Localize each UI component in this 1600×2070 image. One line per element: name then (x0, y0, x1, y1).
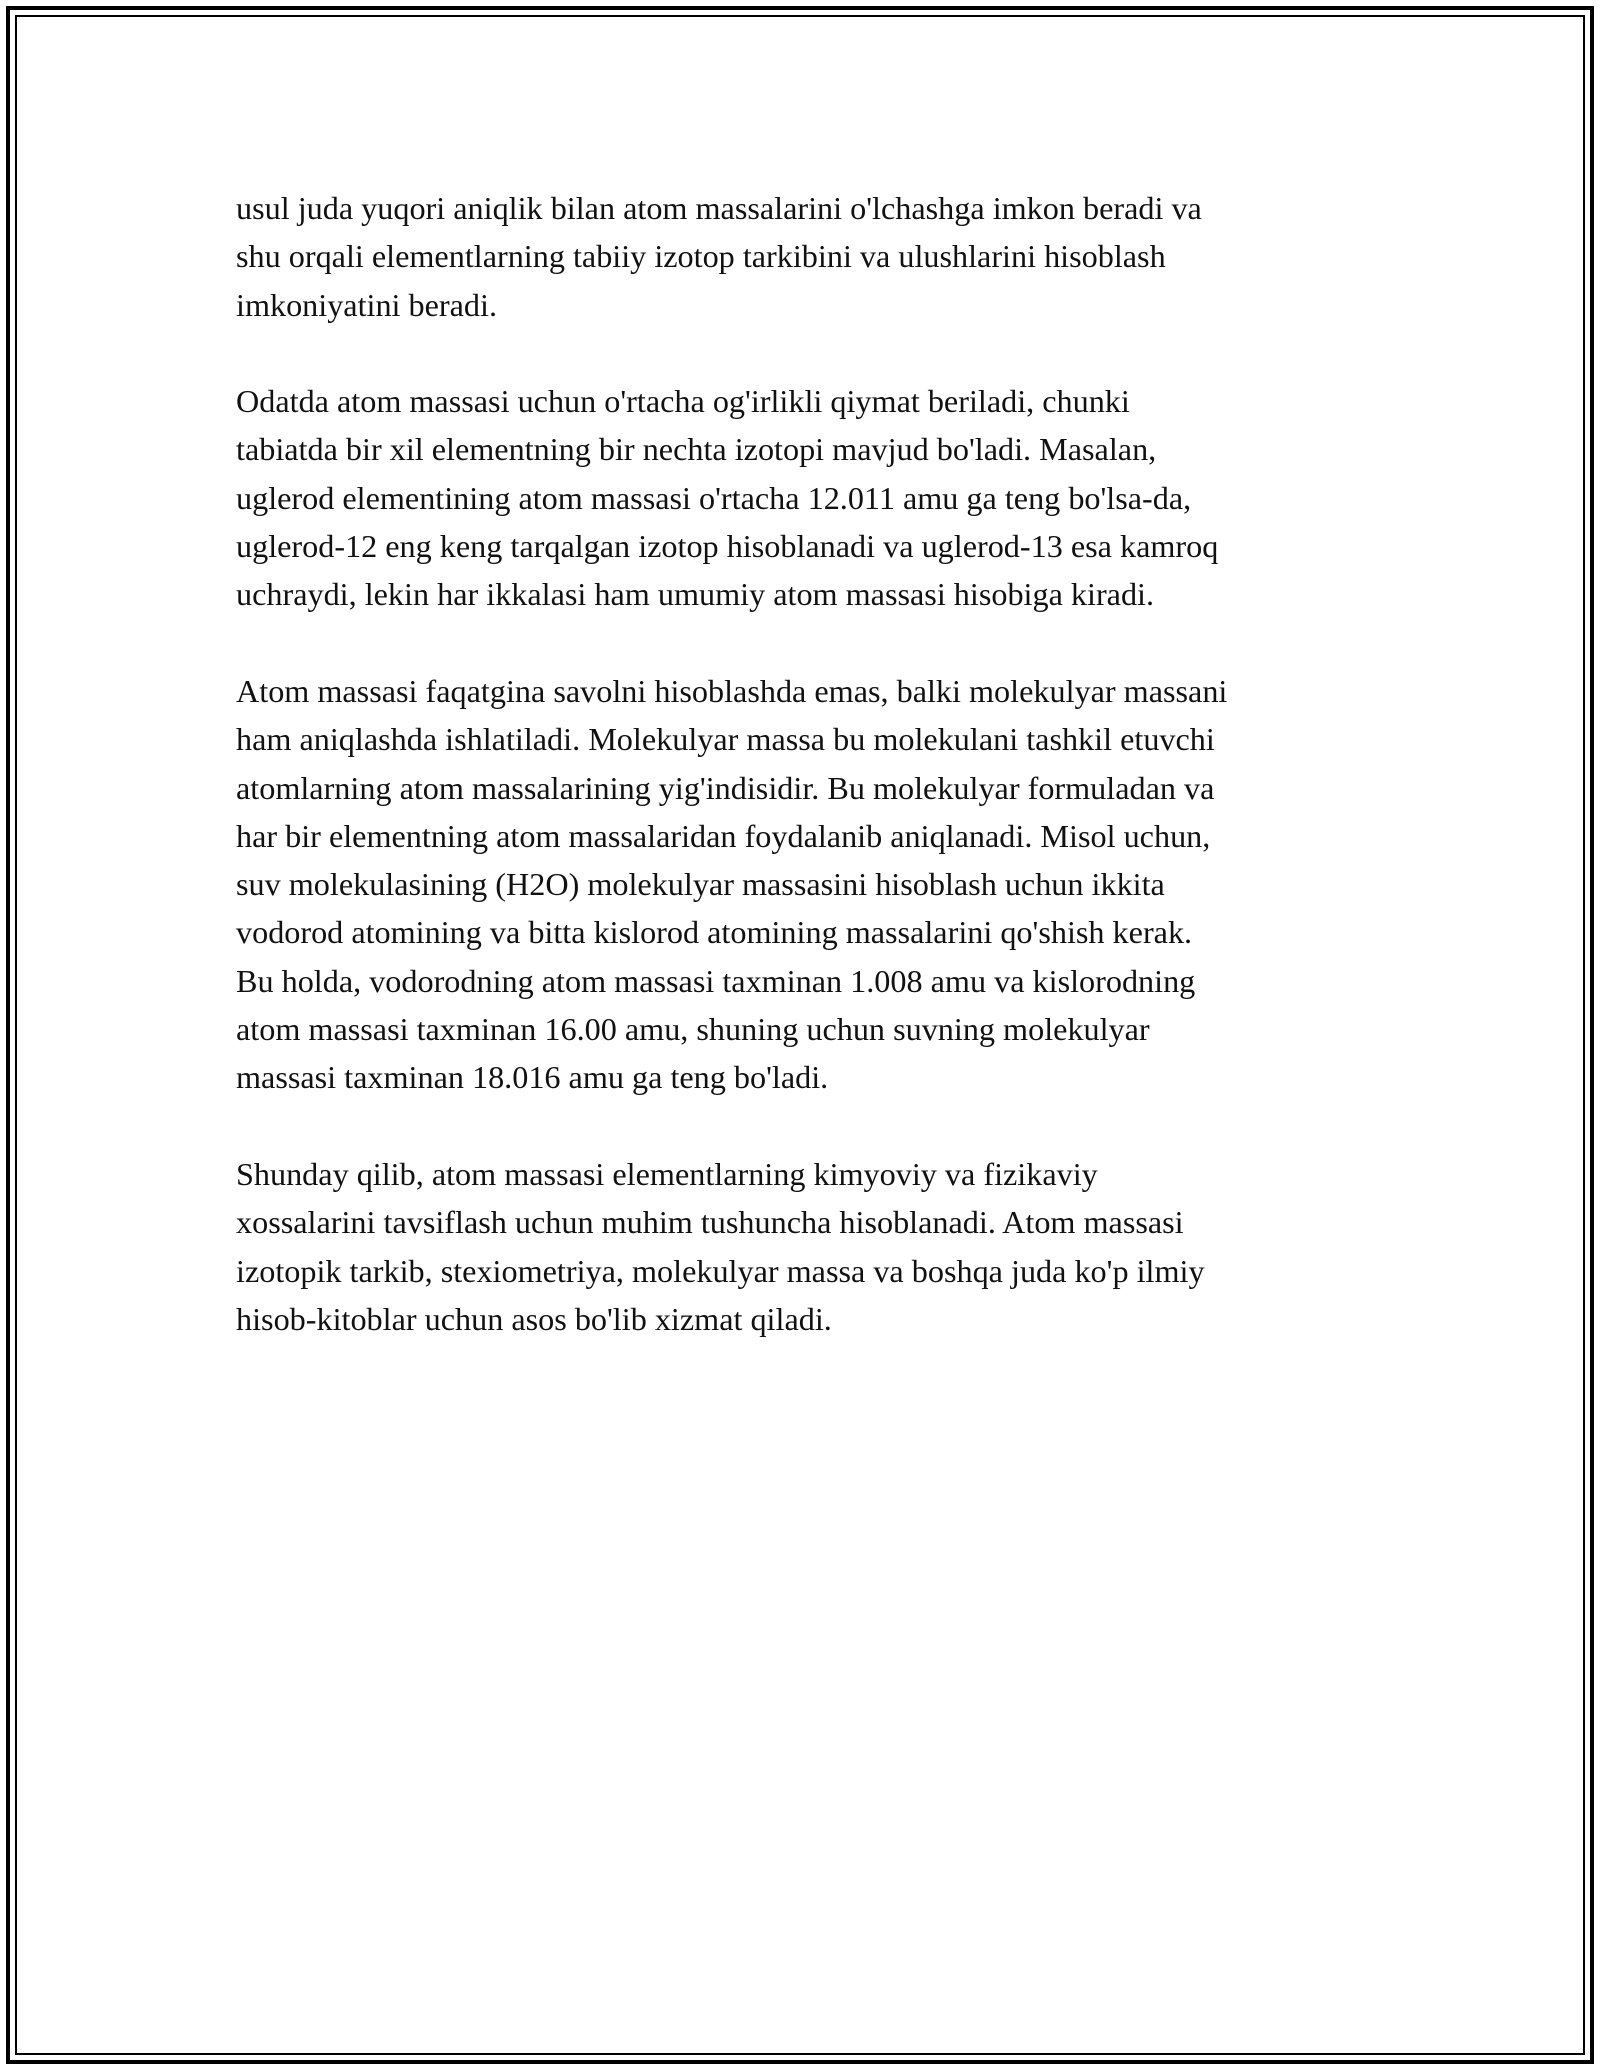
text-line: usul juda yuqori aniqlik bilan atom massalarini o'lchashga imkon beradi va (236, 190, 1202, 226)
paragraph (236, 667, 1396, 1102)
text-line: imkoniyatini beradi. (236, 286, 498, 323)
paragraph (236, 184, 1396, 329)
document-body (236, 184, 1396, 1391)
text-line: uchraydi, lekin har ikkalasi ham umumiy atom massasi hisobiga kiradi. (236, 576, 1155, 613)
paragraph (236, 377, 1396, 618)
text-line: tabiatda bir xil elementning bir nechta izotopi mavjud bo'ladi. Masalan, (236, 431, 1157, 468)
text-line: har bir elementning atom massalaridan foydalanib aniqlanadi. Misol uchun, (236, 817, 1211, 854)
paragraph (236, 1150, 1396, 1343)
text-line: izotopik tarkib, stexiometriya, molekulyar massa va boshqa juda ko'p ilmiy (236, 1252, 1205, 1289)
text-line: atom massasi taxminan 16.00 amu, shuning uchun suvning molekulyar (236, 1011, 1150, 1048)
text-line: hisob-kitoblar uchun asos bo'lib xizmat qiladi. (236, 1300, 832, 1337)
text-line: Bu holda, vodorodning atom massasi taxminan 1.008 amu va kislorodning (236, 962, 1196, 999)
text-line: suv molekulasining (H2O) molekulyar massasini hisoblash uchun ikkita (236, 866, 1165, 903)
text-line: atomlarning atom massalarining yig'indisidir. Bu molekulyar formuladan va (236, 769, 1215, 806)
text-line: uglerod elementining atom massasi o'rtacha 12.011 amu ga teng bo'lsa-da, (236, 479, 1192, 516)
text-line: massasi taxminan 18.016 amu ga teng bo'ladi. (236, 1059, 829, 1096)
text-line: Odatda atom massasi uchun o'rtacha og'irlikli qiymat beriladi, chunki (236, 383, 1130, 420)
text-line: xossalarini tavsiflash uchun muhim tushuncha hisoblanadi. Atom massasi (236, 1204, 1184, 1241)
text-line: shu orqali elementlarning tabiiy izotop tarkibini va ulushlarini hisoblash (236, 238, 1166, 275)
text-line: vodorod atomining va bitta kislorod atomining massalarini qo'shish kerak. (236, 914, 1193, 951)
text-line: ham aniqlashda ishlatiladi. Molekulyar massa bu molekulani tashkil etuvchi (236, 721, 1215, 758)
text-line: uglerod-12 eng keng tarqalgan izotop hisoblanadi va uglerod-13 esa kamroq (236, 528, 1219, 565)
text-line: Shunday qilib, atom massasi elementlarning kimyoviy va fizikaviy (236, 1155, 1098, 1192)
text-line: Atom massasi faqatgina savolni hisoblashda emas, balki molekulyar massani (236, 672, 1228, 709)
